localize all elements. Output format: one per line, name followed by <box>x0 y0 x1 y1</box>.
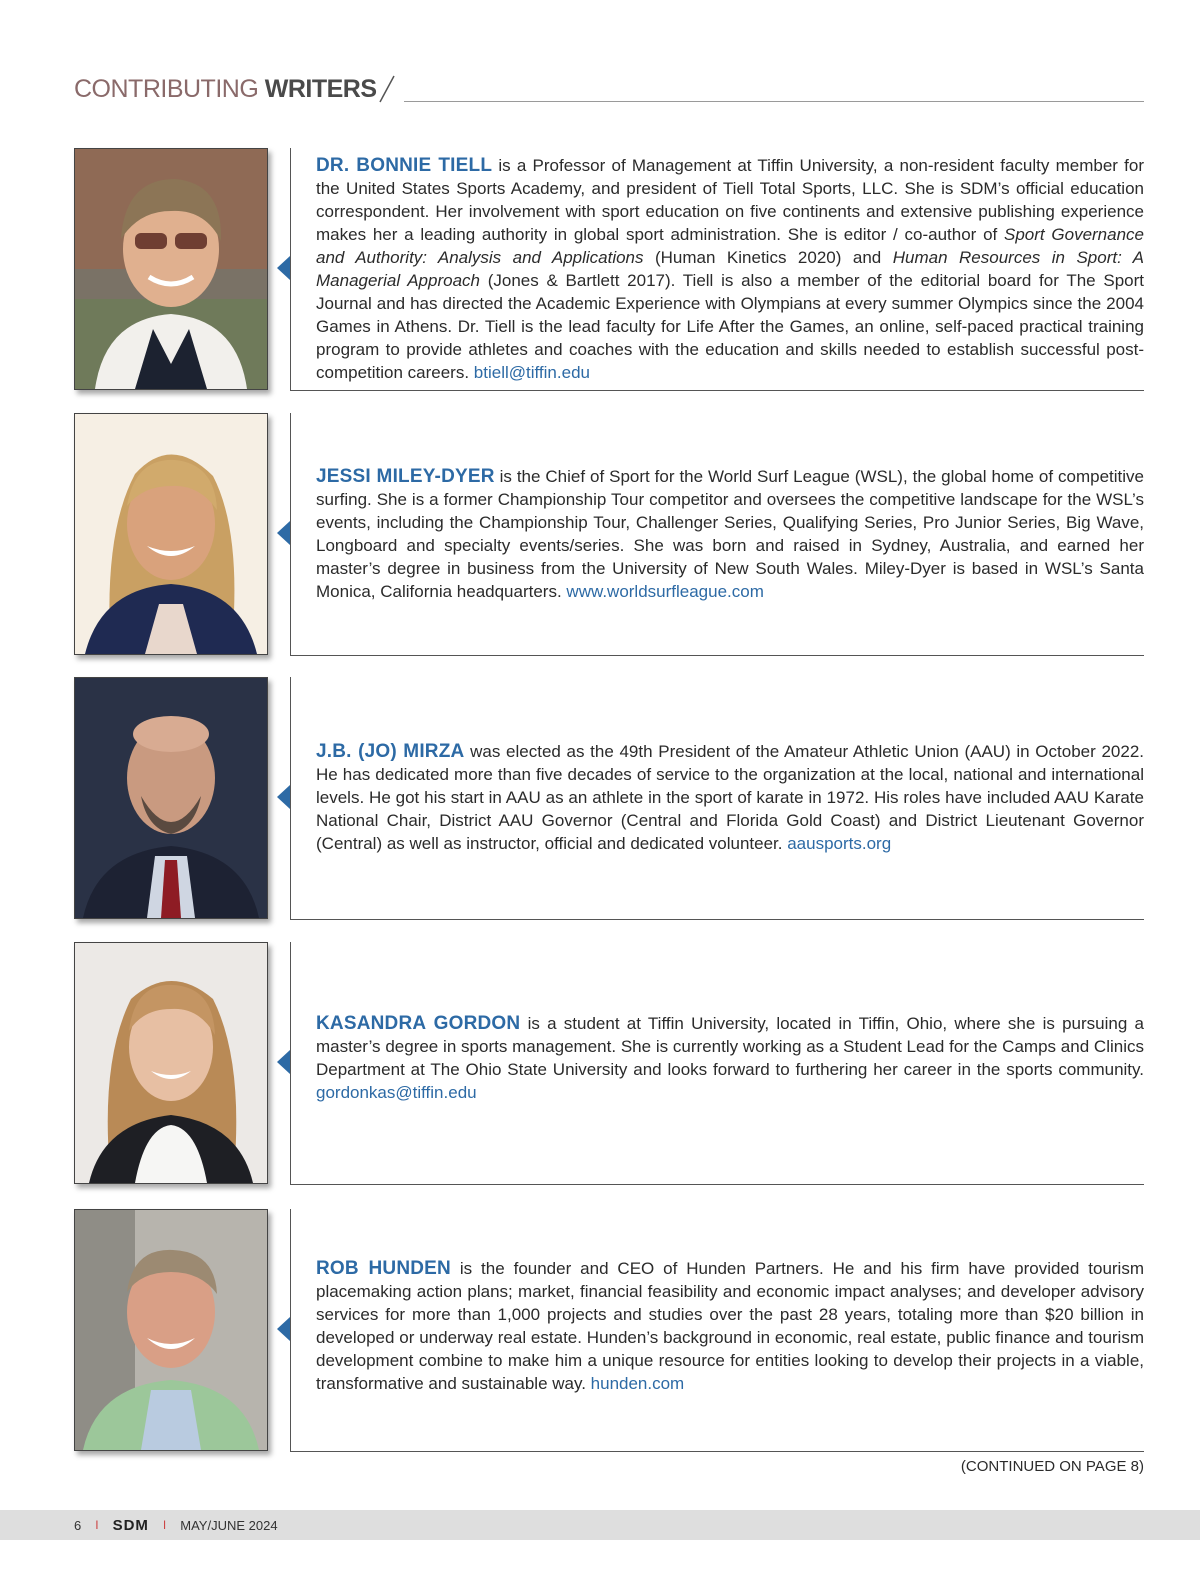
continued-note: (CONTINUED ON PAGE 8) <box>960 1458 1144 1475</box>
bio-text: is a Professor of Management at Tiffin University, a non-resident faculty member for the United States Sports Academy, and president of Tiell Total Sports, LLC. She is SDM’s official education correspondent. Her involvement with sport education on five continents and extensive publishing experience makes her a leading authority in global sport administration. She is editor / co-author of <box>316 156 1144 244</box>
writer-bio <box>316 465 1144 603</box>
section-title-light: CONTRIBUTING <box>74 75 259 103</box>
section-title-bold: WRITERS <box>264 75 377 103</box>
pointer-arrow-icon <box>277 785 290 809</box>
writer-card-bonnie-tiell <box>74 148 1144 392</box>
writer-contact-link[interactable]: gordonkas@tiffin.edu <box>316 1083 477 1102</box>
bio-text: is the Chief of Sport for the World Surf League (WSL), the global home of competitive surfing. She is a former Championship Tour competitor and oversees the competitive landscape for the WSL’s events, including the Championship Tour, Challenger Series, Qualifying Series, Pro Junior Series, Big Wave, Longboard and specialty events/series. She was born and raised in Sydney, Australia, and earned her master’s degree in business from the University of New South Wales. Miley-Dyer is based in WSL’s Santa Monica, California headquarters. <box>316 467 1145 601</box>
writer-bio <box>316 740 1144 855</box>
writer-card-kasandra-gordon <box>74 942 1144 1186</box>
writer-bio <box>316 1012 1144 1104</box>
slash-divider-icon <box>376 74 398 104</box>
writer-website-link[interactable]: hunden.com <box>590 1374 685 1393</box>
portrait-image <box>75 1210 267 1450</box>
writer-website-link[interactable]: aausports.org <box>787 834 892 853</box>
issue-date: MAY/JUNE 2024 <box>180 1517 278 1533</box>
footer-content <box>74 1510 278 1540</box>
portrait-image <box>75 678 267 918</box>
book-title: Sport Governance and Authority: Analysis and Applications <box>316 225 1145 267</box>
writer-contact-link[interactable]: btiell@tiffin.edu <box>473 363 590 382</box>
page-header <box>74 74 1144 106</box>
writer-photo <box>74 942 268 1184</box>
writer-card-jessi-miley-dyer <box>74 413 1144 657</box>
writer-name: ROB HUNDEN <box>316 1258 451 1279</box>
writer-name: DR. BONNIE TIELL <box>316 155 493 176</box>
bio-text: is the founder and CEO of Hunden Partners. He and his firm have provided tourism placemaking action plans; market, financial feasibility and economic impact analyses; and developer advisory services for more than 1,000 projects and studies over the past 28 years, totaling more than $20 billion in developed or underway real estate. Hunden’s background in economic, real estate, public finance and tourism development combine to make him a unique resource for entities looking to develop their projects in a viable, transformative and sustainable way. <box>316 1259 1144 1393</box>
writer-name: J.B. (JO) MIRZA <box>316 741 465 762</box>
portrait-image <box>75 414 267 654</box>
writer-name: KASANDRA GORDON <box>316 1013 521 1034</box>
writer-photo <box>74 148 268 390</box>
book-title: Human Resources in Sport: A Managerial Approach <box>316 248 1144 290</box>
writer-photo <box>74 677 268 919</box>
pointer-arrow-icon <box>277 521 290 545</box>
bio-text: was elected as the 49th President of the Amateur Athletic Union (AAU) in October 2022. He has dedicated more than five decades of service to the organization at the local, national and international levels. He got his start in AAU as an athlete in the sport of karate in 1972. His roles have included AAU Karate National Chair, District AAU Governor (Central and Florida Gold Coast) and District Lieutenant Governor (Central) as well as instructor, official and dedicated volunteer. <box>316 742 1144 853</box>
pointer-arrow-icon <box>277 1317 290 1341</box>
writer-website-link[interactable]: www.worldsurfleague.com <box>566 582 764 601</box>
writer-bio <box>316 1257 1144 1395</box>
magazine-brand: SDM <box>112 1516 149 1534</box>
footer-separator: I <box>162 1518 167 1532</box>
bio-text: is a student at Tiffin University, located in Tiffin, Ohio, where she is pursuing a master’s degree in sports management. She is currently working as a Student Lead for the Camps and Clinics Department at The Ohio State University and looks forward to furthering her career in the sports community. <box>316 1014 1145 1079</box>
bio-text: (Human Kinetics 2020) and <box>643 248 893 267</box>
pointer-arrow-icon <box>277 256 290 280</box>
writer-card-jb-mirza <box>74 677 1144 921</box>
writer-bio <box>316 154 1144 384</box>
portrait-image <box>75 943 267 1183</box>
section-title <box>74 74 377 104</box>
header-rule <box>404 101 1144 102</box>
writer-photo <box>74 413 268 655</box>
pointer-arrow-icon <box>277 1050 290 1074</box>
writer-photo <box>74 1209 268 1451</box>
bio-text: (Jones & Bartlett 2017). Tiell is also a member of the editorial board for The Sport Journal and has directed the Academic Experience with Olympians at every summer Olympics since the 2004 Games in Athens. Dr. Tiell is the lead faculty for Life After the Games, an online, self-paced practical training program to provide athletes and coaches with the education and skills needed to establish successful post-competition careers. <box>316 271 1144 382</box>
page-footer <box>0 1510 1200 1540</box>
page-number: 6 <box>74 1517 82 1533</box>
footer-separator: I <box>95 1518 99 1532</box>
writer-card-rob-hunden <box>74 1209 1144 1453</box>
writer-name: JESSI MILEY-DYER <box>316 466 495 487</box>
portrait-image <box>75 149 267 389</box>
